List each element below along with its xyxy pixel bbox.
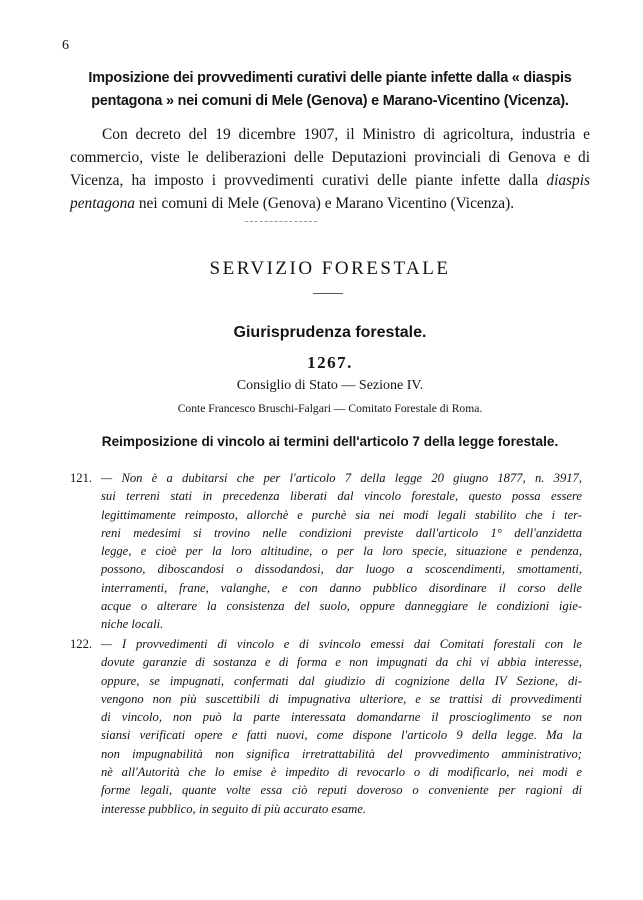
notice-body-line: Con decreto del 19 dicembre 1907, il Ministro di agricoltura, industria e (102, 126, 590, 143)
separator-dashes (245, 221, 317, 222)
maxim-122 (70, 635, 582, 818)
section-rule (313, 293, 343, 294)
maxim-number: 121. (70, 471, 93, 485)
maxim-line: vengono non più suscettibili di impugnativa ulteriore, e se trattisi di provvedimenti (101, 691, 582, 706)
maxim-line: di vincolo, non può la parte interessata domandarne il proscioglimento se non (101, 710, 582, 725)
maxim-line: interesse pubblico, in seguito di più accurato esame. (101, 801, 367, 816)
maxim-line: legittimamente reimposto, allorchè e purchè sia nei modi legali stabilito che i ter- (101, 507, 582, 522)
maxim-number: 122. (70, 637, 93, 651)
notice-body (70, 123, 590, 215)
notice-body-text: Vicenza, ha imposto i provvedimenti curativi delle piante infette dalla (70, 172, 539, 189)
decision-number: 1267. (307, 353, 353, 372)
maxim-line (70, 635, 582, 653)
page-number: 6 (62, 38, 69, 53)
maxim-line: acque o alterare la consistenza del suolo, oppure danneggiare le condizioni igie- (101, 599, 582, 614)
maxim-line: niche locali. (101, 617, 164, 632)
notice-italic-term: pentagona (70, 195, 135, 212)
maxim-line: legge, e cioè per la loro altitudine, o per la loro specie, situazione e pendenza, (101, 544, 582, 559)
court-name: Consiglio di Stato — Sezione IV. (236, 378, 424, 393)
notice-body-line (70, 169, 590, 192)
maxim-line: possono, diboscandosi o dissodandosi, dar luogo a scoscendimenti, smottamenti, (101, 562, 582, 577)
maxim-line (70, 469, 582, 487)
notice-body-line (70, 192, 590, 215)
subsection-title: Giurisprudenza forestale. (233, 324, 427, 341)
maxim-line: dovute garanzie di sostanza e di forma e non impugnati da chi vi abbia interesse, (101, 655, 582, 670)
notice-body-text: nei comuni di Mele (Genova) e Marano Vicentino (Vicenza). (138, 195, 515, 212)
maxim-line: interramenti, frane, valanghe, e con danno pubblico disordinare il corso delle (101, 580, 582, 595)
maxim-121 (70, 469, 582, 634)
maxim-text: — I provvedimenti di vincolo e di svincolo emessi dai Comitati forestali con le (101, 637, 582, 651)
maxim-text: — Non è a dubitarsi che per l'articolo 7 della legge 20 giugno 1877, n. 3917, (101, 471, 582, 485)
maxim-line: reni medesimi si trovino nelle condizioni previste dall'articolo 1° dell'anzidetta (101, 525, 582, 540)
notice-title-line-2: pentagona » nei comuni di Mele (Genova) e Marano-Vicentino (Vicenza). (91, 93, 569, 109)
maxim-line: oppure, se impugnati, confermati dal giudizio di cognizione della IV Sezione, di- (101, 673, 582, 688)
notice-title-line-1: Imposizione dei provvedimenti curativi delle piante infette dalla « diaspis (88, 70, 572, 86)
topic-heading: Reimposizione di vincolo ai termini dell'articolo 7 della legge forestale. (101, 434, 559, 449)
maxim-line: siansi verificati opere e fatti nuovi, come dispone l'articolo 9 della legge. Ma la (101, 728, 582, 743)
maxim-line: non impugnabilità non significa irretrattabilità del provvedimento amministrativo; (101, 746, 582, 761)
notice-italic-term: diaspis (546, 172, 590, 189)
parties: Conte Francesco Bruschi-Falgari — Comitato Forestale di Roma. (177, 402, 483, 415)
section-title: SERVIZIO FORESTALE (209, 258, 451, 279)
maxim-line: nè all'Autorità che lo emise è impedito di revocarlo o di modificarlo, nei modi e (101, 765, 582, 780)
maxim-line: forme legali, quante volte essa ciò reputi doveroso o conveniente per ragioni di (101, 783, 582, 798)
maxim-line: sui terreni stati in precedenza liberati dal vincolo forestale, questo possa essere (101, 489, 582, 504)
notice-body-line: commercio, viste le deliberazioni delle Deputazioni provinciali di Genova e di (70, 149, 590, 166)
